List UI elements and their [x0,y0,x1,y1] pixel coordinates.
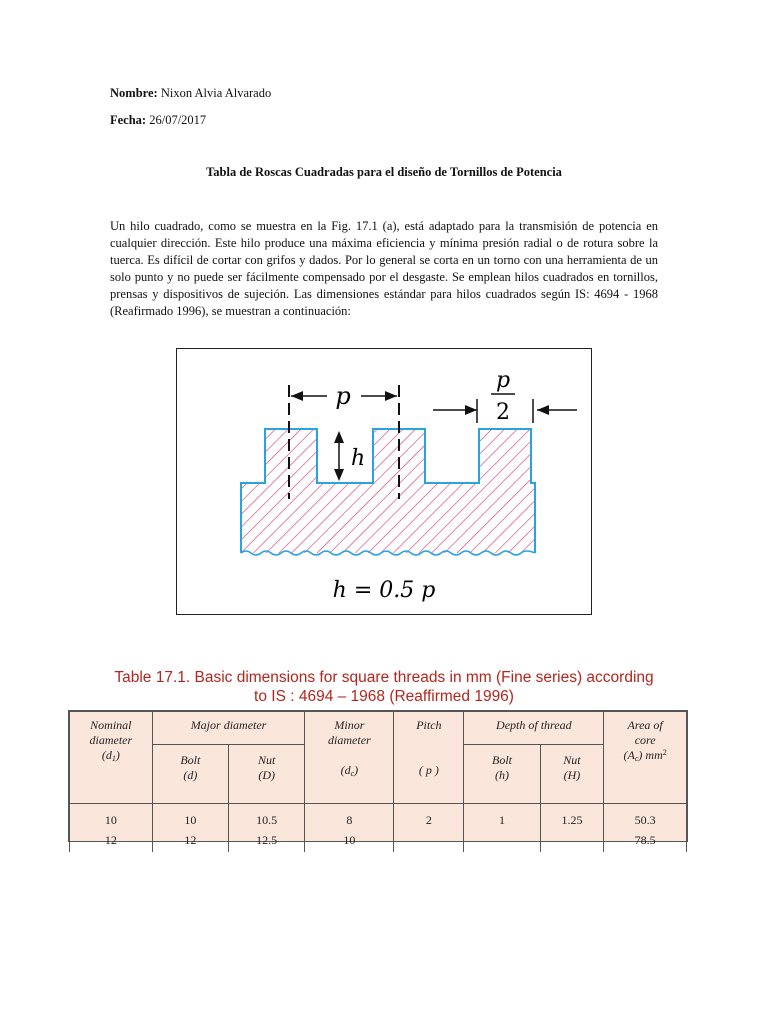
header-text: ( p ) [418,763,439,777]
arrowhead-icon [334,469,344,481]
table-caption [70,668,698,706]
square-thread-diagram [177,349,591,614]
name-line [110,86,271,101]
header-text: Nut [563,753,581,767]
cell-value: 12 [184,833,197,847]
header-text: (h) [495,768,509,782]
col-minor-diameter [305,712,394,804]
date-line [110,113,206,128]
col-pitch [394,712,464,804]
header-text: (d [340,763,351,777]
name-value: Nixon Alvia Alvarado [160,86,272,100]
cell-value: 50.3 [634,813,656,827]
header-text: (d [101,748,112,762]
square-thread-figure [176,348,592,615]
cell-value: 10.5 [256,813,278,827]
col-depth-bolt [464,745,540,804]
table-caption-line-1: Table 17.1. Basic dimensions for square threads in mm (Fine series) according [114,669,654,686]
arrowhead-icon [334,431,344,443]
date-value: 26/07/2017 [149,113,207,127]
cell-depth-nut [540,804,604,853]
cell-value: 12.5 [256,833,278,847]
cell-value: 2 [425,813,432,827]
header-text: (D) [258,768,276,782]
cell-value: 10 [343,833,356,847]
header-text: Bolt [180,753,201,767]
header-text: ) [354,763,359,777]
col-depth-of-thread: Depth of thread [464,712,604,745]
arrowhead-icon [465,405,477,415]
table-data-block [70,804,687,853]
cell-value: 12 [104,833,117,847]
height-label: h [351,446,366,471]
cell-value: 10 [184,813,197,827]
dimensions-table [69,711,687,852]
header-text: (A [623,748,635,762]
cell-major-bolt [152,804,228,853]
pitch-label: p [335,382,351,410]
header-subscript: c [634,754,639,763]
col-area-of-core [604,712,687,804]
header-text: Minor [334,718,365,732]
name-label: Nombre: [110,86,158,100]
cell-area [604,804,687,853]
document-title: Tabla de Roscas Cuadradas para el diseño de Tornillos de Potencia [206,165,562,179]
arrowhead-icon [291,391,303,401]
header-text: core [634,733,656,747]
header-text: (d) [183,768,198,782]
col-major-bolt [152,745,228,804]
intro-paragraph: Un hilo cuadrado, como se muestra en la Fig. 17.1 (a), está adaptado para la transmisión de potencia en cualquier dirección. Este hilo produce una máxima eficiencia y mínima presión radial o de rotura sobre la tuerca. Es difícil de cortar con grifos y dados. Por lo general se corta en un torno con una herramienta de un solo punto y no puede ser fácilmente compensado por el desgaste. Se emplean hilos cuadrados en tornillos, prensas y dispositivos de sujeción. Las dimensiones estándar para hilos cuadrados según IS: 4694 - 1968 (Reafirmado 1996), se muestran a continuación: [110,219,658,318]
height-formula: h = 0.5 p [332,578,436,603]
cell-depth-bolt [464,804,540,853]
header-text: Bolt [492,753,512,767]
square-thread-table [68,710,688,847]
cell-value: 1 [499,813,505,827]
col-major-nut [229,745,305,804]
cell-major-nut [229,804,305,853]
cell-value: 10 [104,813,117,827]
thread-profile-fill [241,429,535,553]
header-text: Pitch [416,718,442,732]
cell-nominal [70,804,153,853]
col-nominal-diameter [70,712,153,804]
col-depth-nut [540,745,604,804]
cell-value: 8 [346,813,353,827]
header-text: diameter [328,733,371,747]
cell-value: 1.25 [561,813,583,827]
header-text: ) [115,748,120,762]
half-pitch-denominator: 2 [496,400,510,425]
col-major-diameter: Major diameter [152,712,305,745]
table-caption-line-2: to IS : 4694 – 1968 (Reaffirmed 1996) [254,688,514,705]
cell-minor [305,804,394,853]
header-text: Nut [258,753,276,767]
arrowhead-icon [537,405,549,415]
date-label: Fecha: [110,113,147,127]
header-subscript: 1 [111,754,116,763]
arrowhead-icon [385,391,397,401]
header-text: Nominal [90,718,132,732]
header-text: (H) [563,768,581,782]
header-text: ) mm [638,748,663,762]
cell-pitch [394,804,464,853]
header-text: diameter [89,733,133,747]
cell-value: 78.5 [634,833,656,847]
header-subscript: c [350,769,355,778]
header-superscript: 2 [662,748,667,757]
half-pitch-numerator: p [495,368,511,393]
header-text: Area of [627,718,663,732]
